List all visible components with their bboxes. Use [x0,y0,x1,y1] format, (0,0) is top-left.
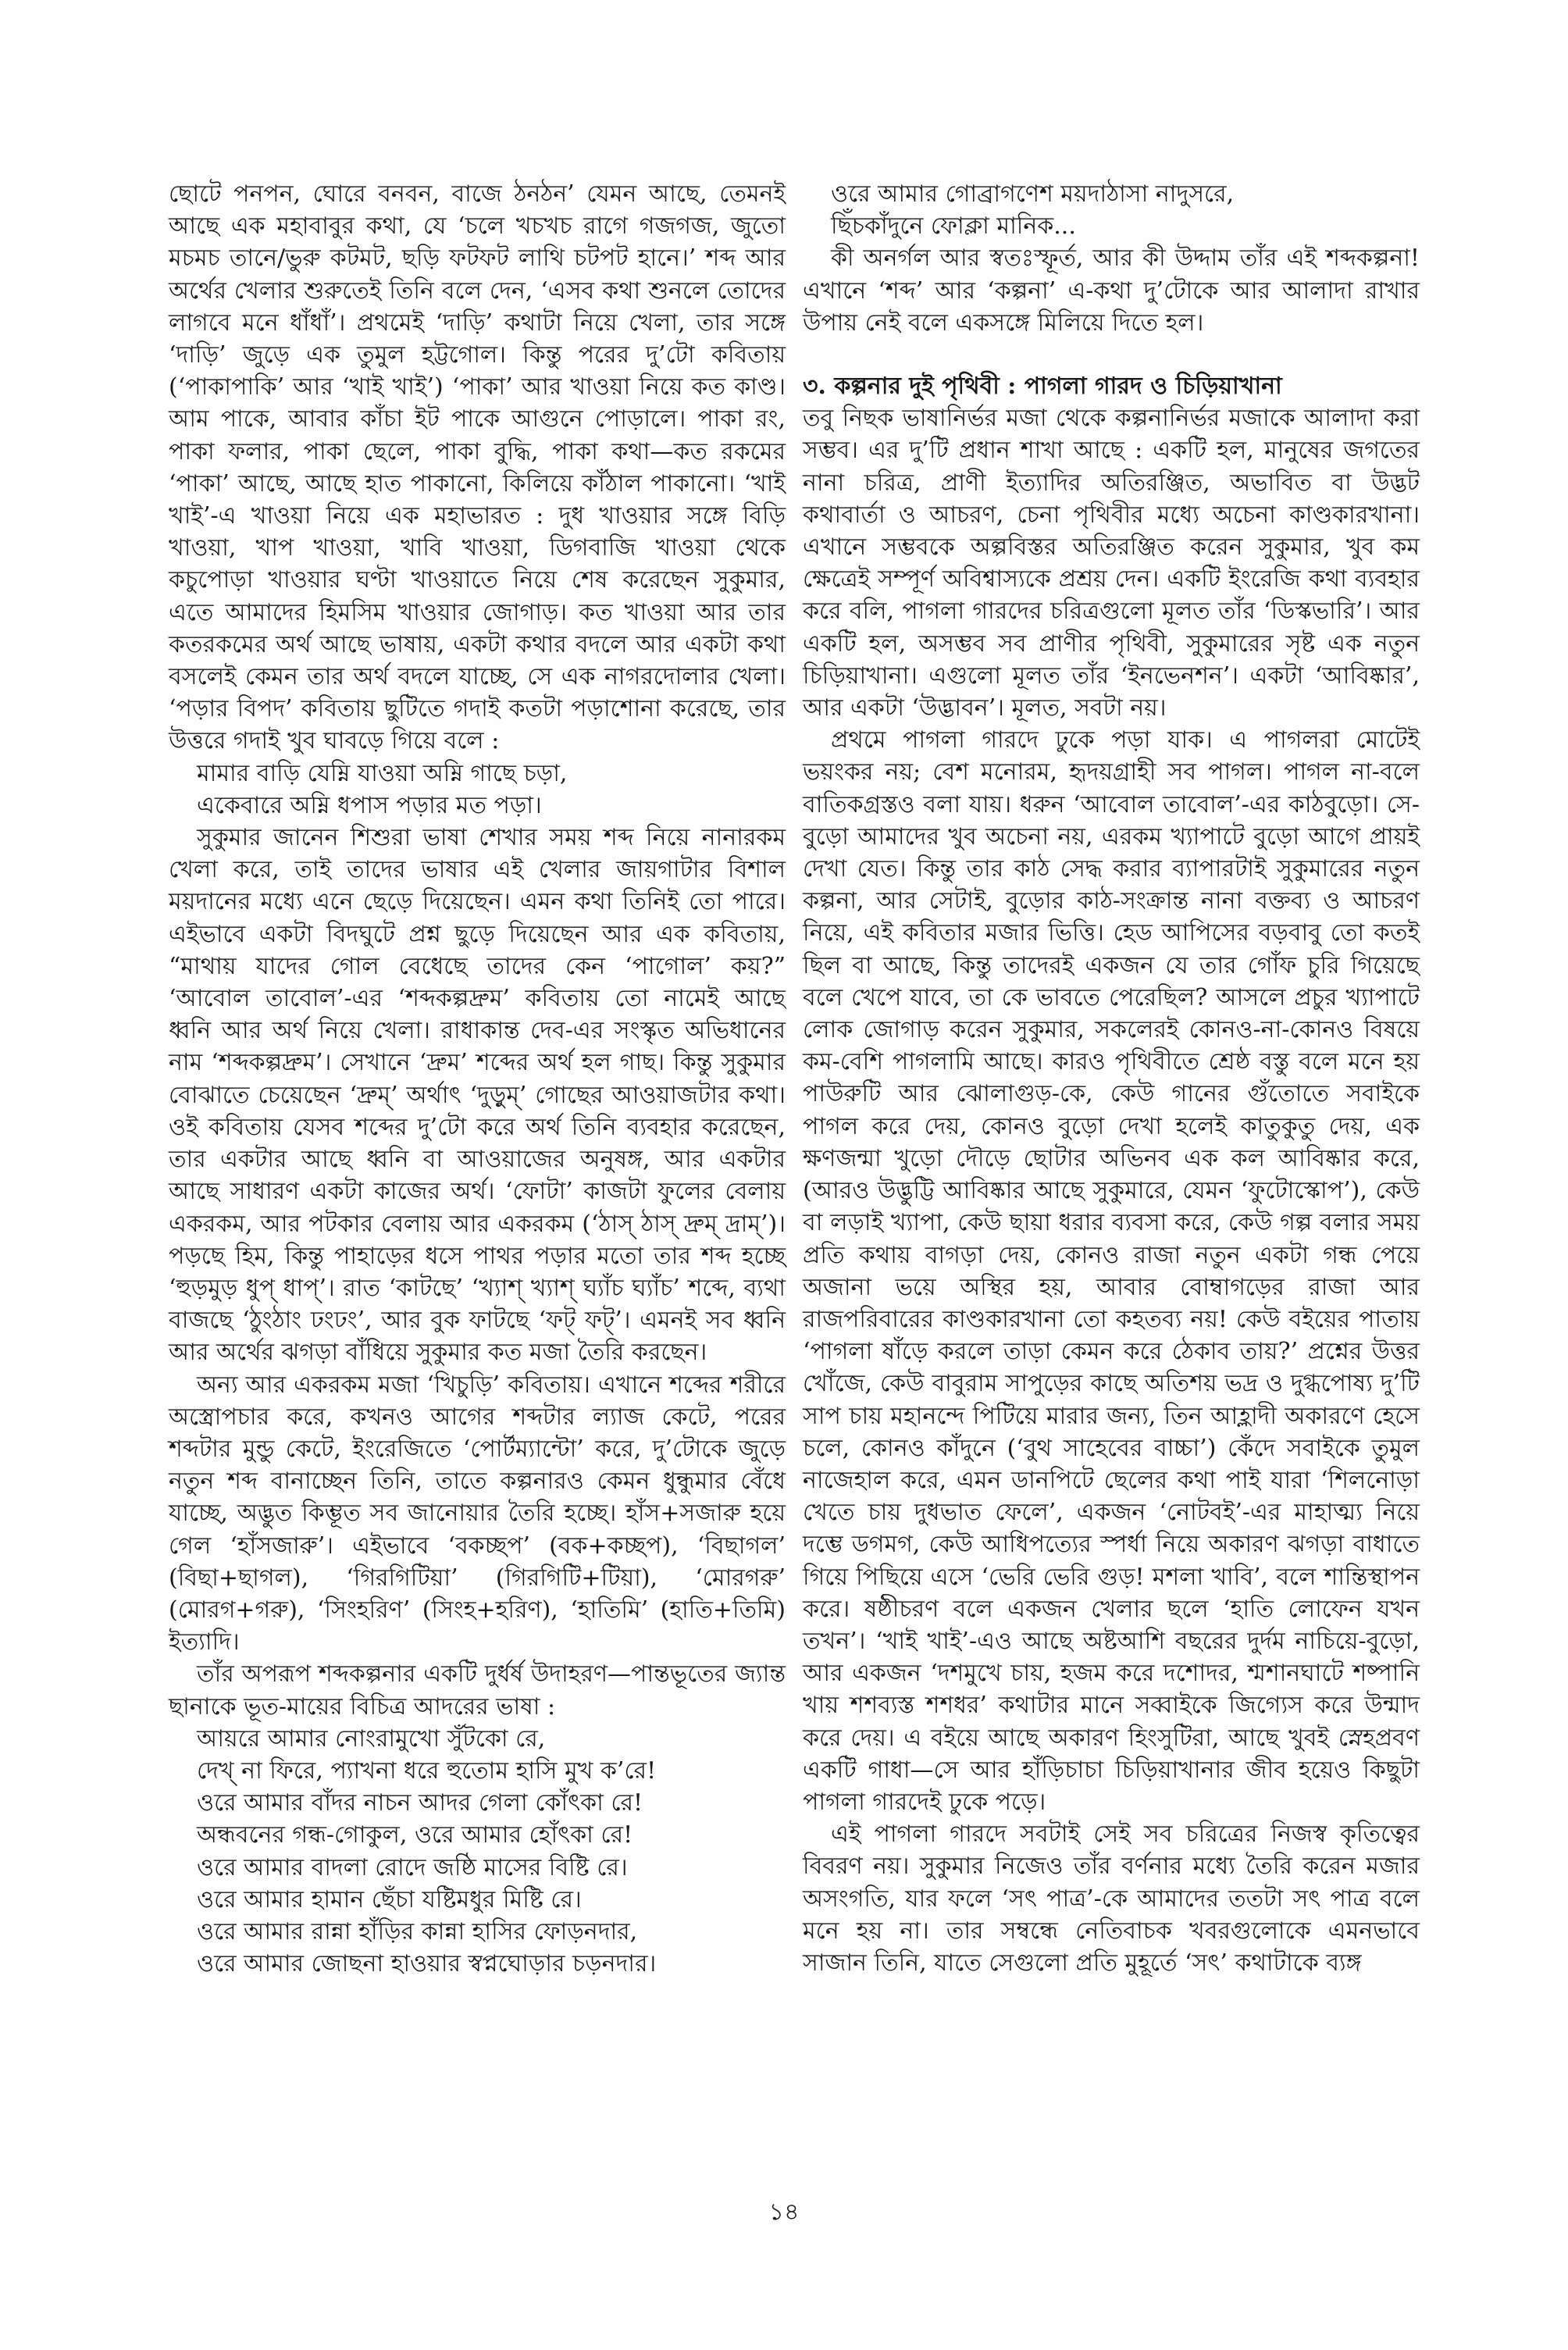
paragraph: প্রথমে পাগলা গারদে ঢুকে পড়া যাক। এ পাগলরা মোটেই ভয়ংকর নয়; বেশ মনোরম, হৃদয়গ্রাহী সব পাগল। পাগল না-বলে বাতিকগ্রস্তও বলা যায়। ধরুন ‘আবোল তাবোল’-এর কাঠবুড়ো। সে-বুড়ো আমাদের খুব অচেনা নয়, এরকম খ্যাপাটে বুড়ো আগে প্রায়ই দেখা যেত। কিন্তু তার কাঠ সেদ্ধ করার ব্যাপারটাই সুকুমারের নতুন কল্পনা, আর সেটাই, বুড়োর কাঠ-সংক্রান্ত নানা বক্তব্য ও আচরণ নিয়ে, এই কবিতার মজার ভিত্তি। হেড আপিসের বড়বাবু তো কতই ছিল বা আছে, কিন্তু তাদেরই একজন যে তার গোঁফ চুরি গিয়েছে বলে খেপে যাবে, তা কে ভাবতে পেরেছিল? আসলে প্রচুর খ্যাপাটে লোক জোগাড় করেন সুকুমার, সকলেরই কোনও-না-কোনও বিষয়ে কম-বেশি পাগলামি আছে। কারও পৃথিবীতে শ্রেষ্ঠ বস্তু বলে মনে হয় পাউরুটি আর ঝোলাগুড়-কে, কেউ গানের গুঁতোতে সবাইকে পাগল করে দেয়, কোনও বুড়ো দেখা হলেই কাতুকুতু দেয়, এক ক্ষণজন্মা খুড়ো দৌড়ে ছোটার অভিনব এক কল আবিষ্কার করে, (আরও উদ্ভুট্টি আবিষ্কার আছে সুকুমারে, যেমন ‘ফুটোস্কোপ’), কেউ বা লড়াই খ্যাপা, কেউ ছায়া ধরার ব্যবসা করে, কেউ গল্প বলার সময় প্রতি কথায় বাগড়া দেয়, কোনও রাজা নতুন একটা গন্ধ পেয়ে অজানা ভয়ে অস্থির হয়, আবার বোম্বাগড়ের রাজা আর রাজপরিবারের কাণ্ডকারখানা তো কহতব্য নয়! কেউ বইয়ের পাতায় ‘পাগলা ষাঁড়ে করলে তাড়া কেমন করে ঠেকাব তায়?’ প্রশ্নের উত্তর খোঁজে, কেউ বাবুরাম সাপুড়ের কাছে অতিশয় ভদ্র ও দুগ্ধপোষ্য দু’টি সাপ চায় মহানন্দে পিটিয়ে মারার জন্য, তিন আহ্লাদী অকারণে হেসে চলে, কোনও কাঁদুনে (‘বুথ সাহেবের বাচ্চা’) কেঁদে সবাইকে তুমুল নাজেহাল করে, এমন ডানপিটে ছেলের কথা পাই যারা ‘শিলনোড়া খেতে চায় দুধভাত ফেলে’, একজন ‘নোটবই’-এর মাহাত্ম্য নিয়ে দম্ভে ডগমগ, কেউ আধিপত্যের স্পর্ধা নিয়ে অকারণ ঝগড়া বাধাতে গিয়ে পিছিয়ে এসে ‘ভেরি ভেরি গুড়! মশলা খাবি’, বলে শান্তিস্থাপন করে। ষষ্ঠীচরণ বলে একজন খেলার ছলে ‘হাতি লোফেন যখন তখন’। ‘খাই খাই’-এও আছে অষ্টআশি বছরের দুর্দম নাচিয়ে-বুড়ো, আর একজন ‘দশমুখে চায়, হজম করে দশোদর, শ্মশানঘাটে শষ্পানি খায় শশব্যস্ত শশধর’ কথাটার মানে সব্বাইকে জিগ্যেস করে উন্মাদ করে দেয়। এ বইয়ে আছে অকারণ হিংসুটিরা, আছে খুবই স্নেহপ্রবণ একটি গাধা—সে আর হাঁড়িচাচা চিড়িয়াখানার জীব হয়েও কিছুটা পাগলা গারদেই ঢুকে পড়ে। [803,726,1420,1816]
verse-line: অন্ধবনের গন্ধ-গোকুল, ওরে আমার হোঁৎকা রে! [197,1821,633,1849]
section-heading: ৩. কল্পনার দুই পৃথিবী : পাগলা গারদ ও চিড়িয়াখানা [803,373,1282,401]
verse-block [169,1723,786,1981]
verse-line: ওরে আমার গোব্রাগণেশ ময়দাঠাসা নাদুসরে, [831,180,1235,208]
paragraph: তাঁর অপরূপ শব্দকল্পনার একটি দুর্ধর্ষ উদাহরণ—পান্তভূতের জ্যান্ত ছানাকে ভূত-মায়ের বিচিত্র আদরের ভাষা : [169,1660,786,1721]
verse-block [803,178,1420,242]
paragraph: ছোটে পনপন, ঘোরে বনবন, বাজে ঠনঠন’ যেমন আছে, তেমনই আছে এক মহাবাবুর কথা, যে ‘চলে খচখচ রাগে গজগজ, জুতো মচমচ তানে/ভুরু কটমট, ছড়ি ফটফট লাথি চটপট হানে।’ শব্দ আর অর্থের খেলার শুরুতেই তিনি বলে দেন, ‘এসব কথা শুনলে তোদের লাগবে মনে ধাঁধাঁ’। প্রথমেই ‘দাড়ি’ কথাটা নিয়ে খেলা, তার সঙ্গে ‘দাড়ি’ জুড়ে এক তুমুল হট্টগোল। কিন্তু পরের দু’টো কবিতায় (‘পাকাপাকি’ আর ‘খাই খাই’) ‘পাকা’ আর খাওয়া নিয়ে কত কাণ্ড। আম পাকে, আবার কাঁচা ইট পাকে আগুনে পোড়ালে। পাকা রং, পাকা ফলার, পাকা ছেলে, পাকা বুদ্ধি, পাকা কথা—কত রকমের ‘পাকা’ আছে, আছে হাত পাকানো, কিলিয়ে কাঁঠাল পাকানো। ‘খাই খাই’-এ খাওয়া নিয়ে এক মহাভারত : দুধ খাওয়ার সঙ্গে বিড়ি খাওয়া, খাপ খাওয়া, খাবি খাওয়া, ডিগবাজি খাওয়া থেকে কচুপোড়া খাওয়ার ঘণ্টা খাওয়াতে নিয়ে শেষ করেছেন সুকুমার, এতে আমাদের হিমসিম খাওয়ার জোগাড়। কত খাওয়া আর তার কতরকমের অর্থ আছে ভাষায়, একটা কথার বদলে আর একটা কথা বসলেই কেমন তার অর্থ বদলে যাচ্ছে, সে এক নাগরদোলার খেলা। ‘পড়ার বিপদ’ কবিতায় ছুটিতে গদাই কতটা পড়াশোনা করেছে, তার উত্তরে গদাই খুব ঘাবড়ে গিয়ে বলে : [169,180,786,755]
paragraph: এই পাগলা গারদে সবটাই সেই সব চরিত্রের নিজস্ব কৃতিত্বের বিবরণ নয়। সুকুমার নিজেও তাঁর বর্ণনার মধ্যে তৈরি করেন মজার অসংগতি, যার ফলে ‘সৎ পাত্র’-কে আমাদের ততটা সৎ পাত্র বলে মনে হয় না। তার সম্বন্ধে নেতিবাচক খবরগুলোকে এমনভাবে সাজান তিনি, যাতে সেগুলো প্রতি মুহূর্তে ‘সৎ’ কথাটাকে ব্যঙ্গ [803,1820,1420,1977]
verse-block [169,758,786,822]
verse-line: দেখ্ না ফিরে, প্যাখনা ধরে হুতোম হাসি মুখ ক’রে! [197,1756,657,1785]
page-number: ১৪ [768,2198,800,2226]
verse-line: ছিঁচকাঁদুনে ফোক্লা মানিক... [831,212,1076,241]
verse-line: ওরে আমার বাঁদর নাচন আদর গেলা কোঁৎকা রে! [197,1789,643,1817]
verse-line: একেবারে অম্নি ধপাস পড়ার মত পড়া। [197,791,542,819]
paragraph: কী অনর্গল আর স্বতঃস্ফূর্ত, আর কী উদ্দাম তাঁর এই শব্দকল্পনা! এখানে ‘শব্দ’ আর ‘কল্পনা’ এ-কথা দু’টোকে আর আলাদা রাখার উপায় নেই বলে একসঙ্গে মিলিয়ে দিতে হল। [803,244,1420,337]
paragraph: অন্য আর একরকম মজা ‘খিচুড়ি’ কবিতায়। এখানে শব্দের শরীরে অস্ত্রোপচার করে, কখনও আগের শব্দটার ল্যাজ কেটে, পরের শব্দটার মুন্ডু কেটে, ইংরেজিতে ‘পোর্টম্যান্টো’ করে, দু’টোকে জুড়ে নতুন শব্দ বানাচ্ছেন তিনি, তাতে কল্পনারও কেমন ধুন্ধুমার বেঁধে যাচ্ছে, অদ্ভুত কিম্ভূত সব জানোয়ার তৈরি হচ্ছে। হাঁস+সজারু হয়ে গেল ‘হাঁসজারু’। এইভাবে ‘বকচ্ছপ’ (বক+কচ্ছপ), ‘বিছাগল’ (বিছা+ছাগল), ‘গিরগিটিয়া’ (গিরগিটি+টিয়া), ‘মোরগরু’ (মোরগ+গরু), ‘সিংহরিণ’ (সিংহ+হরিণ), ‘হাতিমি’ (হাতি+তিমি) ইত্যাদি। [169,1371,786,1656]
paragraph: তবু নিছক ভাষানির্ভর মজা থেকে কল্পনানির্ভর মজাকে আলাদা করা সম্ভব। এর দু’টি প্রধান শাখা আছে : একটি হল, মানুষের জগতের নানা চরিত্র, প্রাণী ইত্যাদির অতিরঞ্জিত, অভাবিত বা উদ্ভট কথাবার্তা ও আচরণ, চেনা পৃথিবীর মধ্যে অচেনা কাণ্ডকারখানা। এখানে সম্ভবকে অল্পবিস্তর অতিরঞ্জিত করেন সুকুমার, খুব কম ক্ষেত্রেই সম্পূর্ণ অবিশ্বাস্যকে প্রশ্রয় দেন। একটি ইংরেজি কথা ব্যবহার করে বলি, পাগলা গারদের চরিত্রগুলো মূলত তাঁর ‘ডিস্কভারি’। আর একটি হল, অসম্ভব সব প্রাণীর পৃথিবী, সুকুমারের সৃষ্ট এক নতুন চিড়িয়াখানা। এগুলো মূলত তাঁর ‘ইনভেনশন’। একটা ‘আবিষ্কার’, আর একটা ‘উদ্ভাবন’। মূলত, সবটা নয়। [803,405,1420,722]
verse-line: আয়রে আমার নোংরামুখো সুঁটকো রে, [197,1724,546,1753]
verse-line: ওরে আমার রান্না হাঁড়ির কান্না হাসির ফোড়নদার, [197,1917,638,1945]
verse-line: মামার বাড়ি যেম্নি যাওয়া অম্নি গাছে চড়া, [197,759,568,787]
left-column [169,178,786,1980]
right-column [803,178,1420,1979]
verse-line: ওরে আমার জোছনা হাওয়ার স্বপ্নঘোড়ার চড়নদার। [197,1950,657,1978]
verse-line: ওরে আমার হামান ছেঁচা যষ্টিমধুর মিষ্টি রে। [197,1885,582,1913]
paragraph: সুকুমার জানেন শিশুরা ভাষা শেখার সময় শব্দ নিয়ে নানারকম খেলা করে, তাই তাদের ভাষার এই খেলার জায়গাটার বিশাল ময়দানের মধ্যে এনে ছেড়ে দিয়েছেন। এমন কথা তিনিই তো পারে। এইভাবে একটা বিদঘুটে প্রশ্ন ছুড়ে দিয়েছেন আর এক কবিতায়, “মাথায় যাদের গোল বেধেছে তাদের কেন ‘পাগোল’ কয়?” ‘আবোল তাবোল’-এর ‘শব্দকল্পদ্রুম’ কবিতায় তো নামেই আছে ধ্বনি আর অর্থ নিয়ে খেলা। রাধাকান্ত দেব-এর সংস্কৃত অভিধানের নাম ‘শব্দকল্পদ্রুম’। সেখানে ‘দ্রুম’ শব্দের অর্থ হল গাছ। কিন্তু সুকুমার বোঝাতে চেয়েছেন ‘দ্রুম্’ অর্থাৎ ‘দুড়ুম্’ গোছের আওয়াজটার কথা। ওই কবিতায় যেসব শব্দের দু’টো করে অর্থ তিনি ব্যবহার করেছেন, তার একটার আছে ধ্বনি বা আওয়াজের অনুষঙ্গ, আর একটার আছে সাধারণ একটা কাজের অর্থ। ‘ফোটা’ কাজটা ফুলের বেলায় একরকম, আর পটকার বেলায় আর একরকম (‘ঠাস্ ঠাস্ দ্রুম্ দ্রাম্’)। পড়ছে হিম, কিন্তু পাহাড়ের ধসে পাথর পড়ার মতো তার শব্দ হচ্ছে ‘হুড়মুড় ধুপ্ ধাপ্’। রাত ‘কাটছে’ ‘খ্যাশ্ খ্যাশ্ ঘ্যাঁচ ঘ্যাঁচ’ শব্দে, ব্যথা বাজছে ‘ঠুংঠাং ঢংঢং’, আর বুক ফাটছে ‘ফট্ ফট্’। এমনই সব ধ্বনি আর অর্থের ঝগড়া বাঁধিয়ে সুকুমার কত মজা তৈরি করছেন। [169,824,786,1367]
verse-line: ওরে আমার বাদলা রোদে জষ্ঠি মাসের বিষ্টি রে। [197,1853,628,1881]
